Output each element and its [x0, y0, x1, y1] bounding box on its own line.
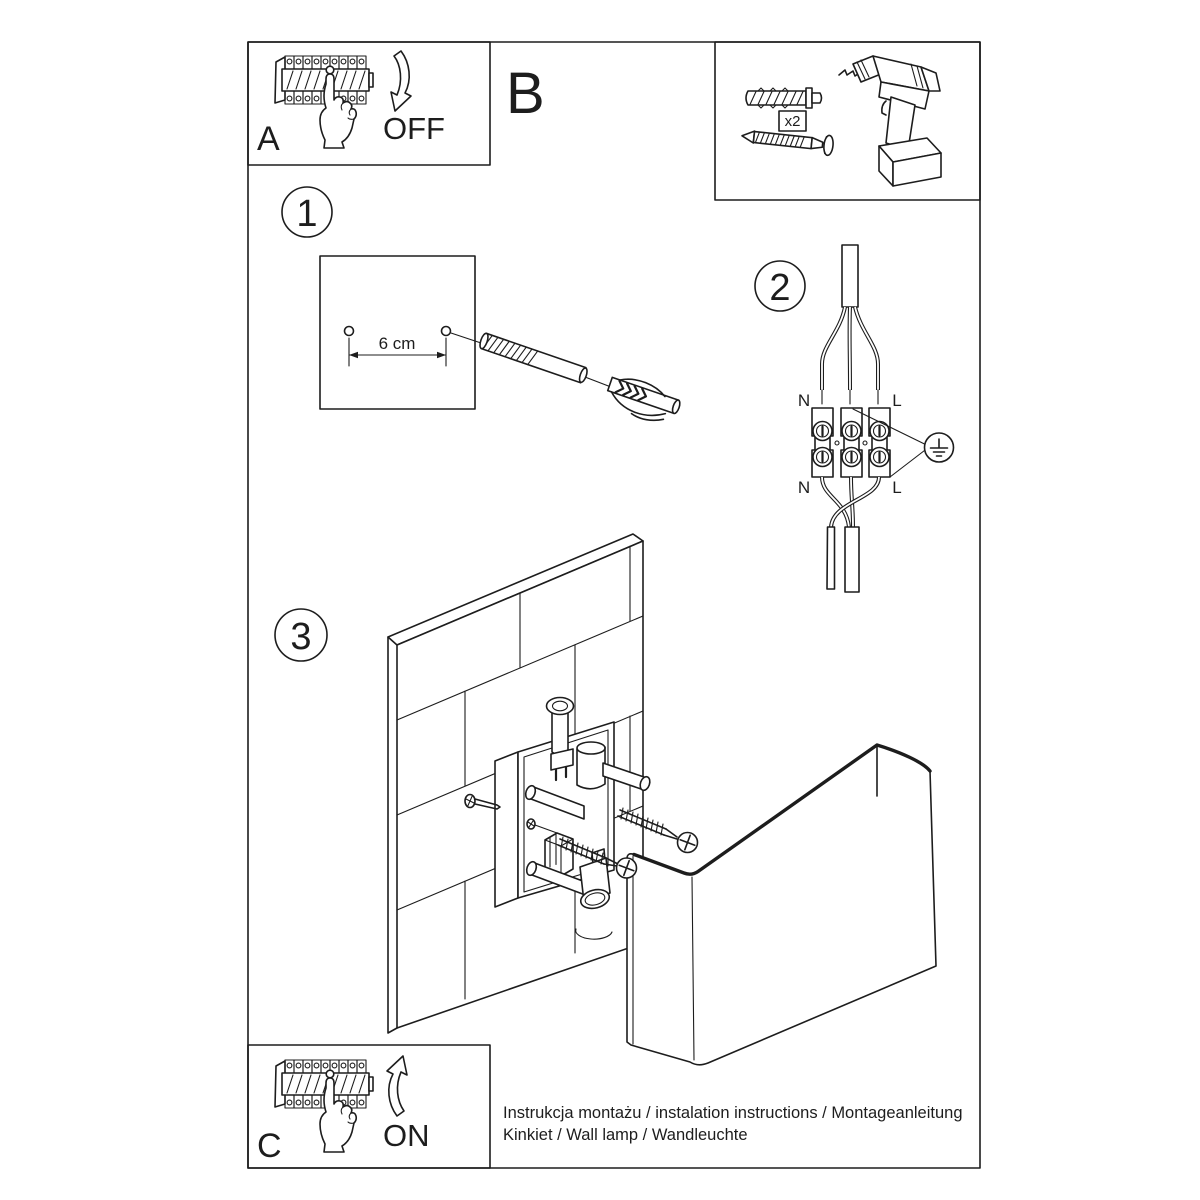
step-1-number: 1 — [296, 193, 318, 235]
drill-hole-right — [442, 327, 451, 336]
section-a — [248, 42, 490, 165]
label-a: A — [257, 120, 280, 158]
on-arrow-icon — [387, 1056, 407, 1116]
step-1 — [282, 187, 683, 429]
step-3-number: 3 — [290, 616, 312, 658]
drill-hole-left — [345, 327, 354, 336]
footer-line-1: Instrukcja montażu / instalation instructions / Montageanleitung — [503, 1104, 963, 1122]
letter-b: B — [506, 61, 545, 126]
quantity-label: x2 — [784, 113, 801, 130]
footer-line-2: Kinkiet / Wall lamp / Wandleuchte — [503, 1126, 748, 1144]
label-off: OFF — [383, 111, 445, 146]
off-arrow-icon — [391, 51, 411, 111]
wall-anchor-icon — [603, 372, 684, 429]
step-2-number: 2 — [769, 267, 791, 309]
cover-shade — [627, 745, 936, 1065]
label-n-bottom: N — [797, 478, 811, 497]
mounting-template — [320, 256, 475, 409]
dimension-label: 6 cm — [378, 334, 416, 353]
drill-icon — [839, 56, 941, 186]
step-3 — [275, 534, 936, 1065]
section-c — [248, 1045, 490, 1168]
label-on: ON — [383, 1118, 430, 1153]
power-cable-top — [842, 245, 858, 307]
label-l-bottom: L — [892, 478, 902, 497]
tools-box — [715, 42, 980, 200]
ceiling-grommet — [547, 698, 574, 715]
wall-plug-icon — [746, 88, 822, 108]
quantity-badge — [779, 111, 806, 131]
dimension-line — [349, 334, 446, 366]
ground-symbol-icon — [853, 409, 954, 477]
footer — [503, 1104, 963, 1144]
power-cable-bottom — [845, 527, 859, 592]
wire-fan-bottom — [822, 477, 879, 527]
label-l-top: L — [892, 391, 902, 410]
label-n-top: N — [797, 391, 811, 410]
step-2 — [755, 245, 954, 592]
lamp-wire-bottom — [827, 527, 835, 589]
label-c: C — [257, 1127, 282, 1165]
terminal-block — [812, 408, 890, 477]
wire-fan-top — [822, 307, 878, 404]
drill-bit-icon — [478, 332, 588, 383]
